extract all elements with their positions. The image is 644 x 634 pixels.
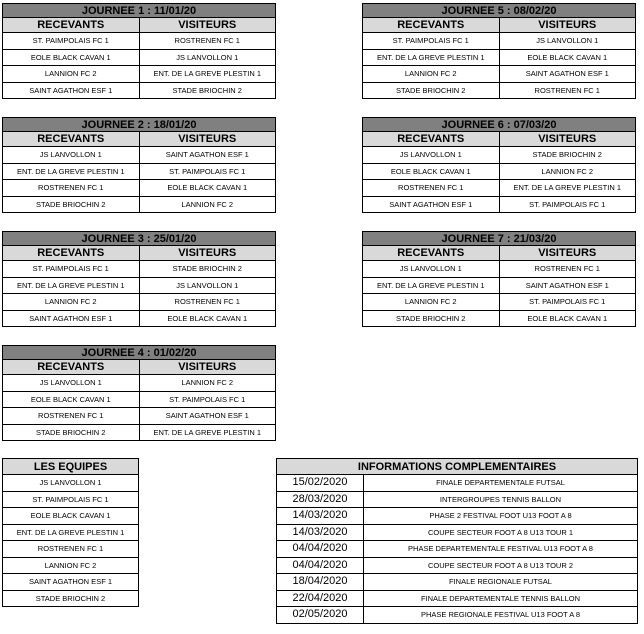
away-team: STADE BRIOCHIN 2 [172, 85, 242, 95]
home-team: EOLE BLACK CAVAN 1 [3, 50, 140, 66]
journee-title: JOURNEE 1 : 11/01/20 [2, 3, 276, 18]
team-row: ENT. DE LA GREVE PLESTIN 1 [2, 525, 139, 542]
team-row: SAINT AGATHON ESF 1 [2, 574, 139, 591]
home-team: ST. PAIMPOLAIS FC 1 [3, 33, 140, 49]
info-row [276, 541, 638, 558]
col-visiteurs: VISITEURS [538, 19, 597, 31]
info-event: COUPE SECTEUR FOOT A 8 U13 TOUR 2 [427, 560, 574, 570]
match-row [2, 50, 276, 67]
col-recevants: RECEVANTS [3, 246, 140, 260]
info-table [276, 458, 638, 624]
info-event: PHASE DEPARTEMENTALE FESTIVAL U13 FOOT A 8 [408, 544, 593, 553]
journee-5-table [362, 3, 636, 99]
col-visiteurs: VISITEURS [178, 133, 237, 145]
home-team: ST. PAIMPOLAIS FC 1 [3, 261, 140, 277]
home-team: ENT. DE LA GREVE PLESTIN 1 [3, 164, 140, 180]
match-row [2, 147, 276, 164]
team-row: LANNION FC 2 [2, 558, 139, 575]
away-team: LANNION FC 2 [181, 378, 234, 387]
journee-title: JOURNEE 2 : 18/01/20 [2, 117, 276, 132]
match-row [2, 408, 276, 425]
match-row [2, 261, 276, 278]
journee-7-table [362, 231, 636, 327]
away-team: LANNION FC 2 [541, 166, 594, 176]
away-team: ROSTRENEN FC 1 [534, 264, 600, 273]
info-row [276, 492, 638, 509]
home-team: ENT. DE LA GREVE PLESTIN 1 [363, 278, 500, 294]
match-row [362, 83, 636, 100]
match-row [2, 392, 276, 409]
home-team: LANNION FC 2 [3, 294, 140, 310]
away-team: ROSTRENEN FC 1 [534, 85, 600, 95]
match-row [362, 278, 636, 295]
away-team: SAINT AGATHON ESF 1 [165, 150, 249, 159]
home-team: LANNION FC 2 [363, 66, 500, 82]
home-team: STADE BRIOCHIN 2 [3, 197, 140, 213]
info-date: 15/02/2020 [277, 475, 364, 491]
col-visiteurs: VISITEURS [178, 361, 237, 373]
home-team: STADE BRIOCHIN 2 [3, 425, 140, 441]
home-team: LANNION FC 2 [363, 294, 500, 310]
info-event: FINALE REGIONALE FUTSAL [449, 577, 552, 586]
info-row [276, 525, 638, 542]
away-team: SAINT AGATHON ESF 1 [525, 280, 609, 290]
match-row [362, 197, 636, 214]
info-row [276, 475, 638, 492]
team-row: STADE BRIOCHIN 2 [2, 591, 139, 608]
info-event: INTERGROUPES TENNIS BALLON [439, 494, 562, 504]
match-row [2, 311, 276, 328]
away-team: STADE BRIOCHIN 2 [532, 150, 602, 159]
info-event: PHASE 2 FESTIVAL FOOT U13 FOOT A 8 [429, 511, 572, 520]
info-event: PHASE REGIONALE FESTIVAL U13 FOOT A 8 [420, 610, 581, 619]
info-event: FINALE DEPARTEMENTALE FUTSAL [436, 478, 565, 487]
match-row [362, 180, 636, 197]
journee-4-table [2, 345, 276, 441]
home-team: STADE BRIOCHIN 2 [363, 311, 500, 327]
team-row: ROSTRENEN FC 1 [2, 541, 139, 558]
away-team: SAINT AGATHON ESF 1 [525, 69, 609, 78]
col-recevants: RECEVANTS [363, 132, 500, 146]
home-team: SAINT AGATHON ESF 1 [3, 83, 140, 99]
info-date: 28/03/2020 [277, 492, 364, 508]
journee-2-table [2, 117, 276, 213]
home-team: ROSTRENEN FC 1 [3, 180, 140, 196]
match-row [362, 311, 636, 328]
info-row [276, 607, 638, 624]
journee-title: JOURNEE 4 : 01/02/20 [2, 345, 276, 360]
home-team: ENT. DE LA GREVE PLESTIN 1 [3, 278, 140, 294]
journee-title: JOURNEE 7 : 21/03/20 [362, 231, 636, 246]
info-date: 18/04/2020 [277, 574, 364, 590]
info-date: 14/03/2020 [277, 508, 364, 524]
match-row [362, 50, 636, 67]
away-team: ST. PAIMPOLAIS FC 1 [529, 297, 606, 306]
home-team: EOLE BLACK CAVAN 1 [363, 164, 500, 180]
journee-6-table [362, 117, 636, 213]
match-row [2, 294, 276, 311]
away-team: JS LANVOLLON 1 [536, 36, 599, 45]
home-team: JS LANVOLLON 1 [3, 375, 140, 391]
match-row [362, 261, 636, 278]
col-visiteurs: VISITEURS [178, 19, 237, 31]
col-recevants: RECEVANTS [363, 18, 500, 32]
away-team: SAINT AGATHON ESF 1 [165, 411, 249, 420]
home-team: ROSTRENEN FC 1 [363, 180, 500, 196]
match-row [2, 33, 276, 50]
teams-table [2, 458, 139, 607]
col-recevants: RECEVANTS [3, 360, 140, 374]
home-team: SAINT AGATHON ESF 1 [363, 197, 500, 213]
away-team: EOLE BLACK CAVAN 1 [167, 313, 248, 323]
away-team: ST. PAIMPOLAIS FC 1 [529, 199, 606, 209]
journee-1-table [2, 3, 276, 99]
away-team: ENT. DE LA GREVE PLESTIN 1 [513, 183, 622, 192]
away-team: ST. PAIMPOLAIS FC 1 [169, 394, 246, 404]
away-team: ST. PAIMPOLAIS FC 1 [169, 166, 246, 176]
info-event: COUPE SECTEUR FOOT A 8 U13 TOUR 1 [427, 527, 574, 537]
info-date: 02/05/2020 [277, 607, 364, 623]
away-team: JS LANVOLLON 1 [176, 280, 239, 290]
journee-title: JOURNEE 5 : 08/02/20 [362, 3, 636, 18]
col-recevants: RECEVANTS [363, 246, 500, 260]
home-team: SAINT AGATHON ESF 1 [3, 311, 140, 327]
away-team: ENT. DE LA GREVE PLESTIN 1 [153, 69, 262, 78]
away-team: ENT. DE LA GREVE PLESTIN 1 [153, 427, 262, 437]
info-date: 04/04/2020 [277, 541, 364, 557]
info-date: 22/04/2020 [277, 591, 364, 607]
home-team: JS LANVOLLON 1 [3, 147, 140, 163]
away-team: JS LANVOLLON 1 [176, 52, 239, 62]
away-team: EOLE BLACK CAVAN 1 [527, 52, 608, 62]
match-row [362, 164, 636, 181]
match-row [2, 375, 276, 392]
team-row: JS LANVOLLON 1 [2, 475, 139, 492]
home-team: ENT. DE LA GREVE PLESTIN 1 [363, 50, 500, 66]
match-row [362, 147, 636, 164]
away-team: STADE BRIOCHIN 2 [172, 264, 242, 273]
home-team: ROSTRENEN FC 1 [3, 408, 140, 424]
info-date: 04/04/2020 [277, 558, 364, 574]
home-team: STADE BRIOCHIN 2 [363, 83, 500, 99]
teams-title: LES EQUIPES [2, 458, 139, 475]
home-team: ST. PAIMPOLAIS FC 1 [363, 33, 500, 49]
journee-3-table [2, 231, 276, 327]
away-team: LANNION FC 2 [181, 199, 234, 209]
away-team: ROSTRENEN FC 1 [174, 297, 240, 306]
col-recevants: RECEVANTS [3, 132, 140, 146]
match-row [2, 164, 276, 181]
info-row [276, 508, 638, 525]
match-row [2, 197, 276, 214]
home-team: JS LANVOLLON 1 [363, 147, 500, 163]
journee-title: JOURNEE 6 : 07/03/20 [362, 117, 636, 132]
info-event: FINALE DEPARTEMENTALE TENNIS BALLON [420, 593, 581, 603]
col-visiteurs: VISITEURS [178, 247, 237, 259]
match-row [2, 83, 276, 100]
home-team: EOLE BLACK CAVAN 1 [3, 392, 140, 408]
info-row [276, 558, 638, 575]
away-team: ROSTRENEN FC 1 [174, 36, 240, 45]
info-date: 14/03/2020 [277, 525, 364, 541]
match-row [2, 180, 276, 197]
info-row [276, 574, 638, 591]
match-row [2, 425, 276, 442]
journee-title: JOURNEE 3 : 25/01/20 [2, 231, 276, 246]
match-row [362, 66, 636, 83]
team-row: EOLE BLACK CAVAN 1 [2, 508, 139, 525]
home-team: LANNION FC 2 [3, 66, 140, 82]
away-team: EOLE BLACK CAVAN 1 [527, 313, 608, 323]
info-row [276, 591, 638, 608]
home-team: JS LANVOLLON 1 [363, 261, 500, 277]
col-visiteurs: VISITEURS [538, 133, 597, 145]
away-team: EOLE BLACK CAVAN 1 [167, 183, 248, 192]
match-row [362, 33, 636, 50]
col-recevants: RECEVANTS [3, 18, 140, 32]
match-row [2, 66, 276, 83]
match-row [362, 294, 636, 311]
match-row [2, 278, 276, 295]
col-visiteurs: VISITEURS [538, 247, 597, 259]
team-row: ST. PAIMPOLAIS FC 1 [2, 492, 139, 509]
info-title: INFORMATIONS COMPLEMENTAIRES [276, 458, 638, 475]
